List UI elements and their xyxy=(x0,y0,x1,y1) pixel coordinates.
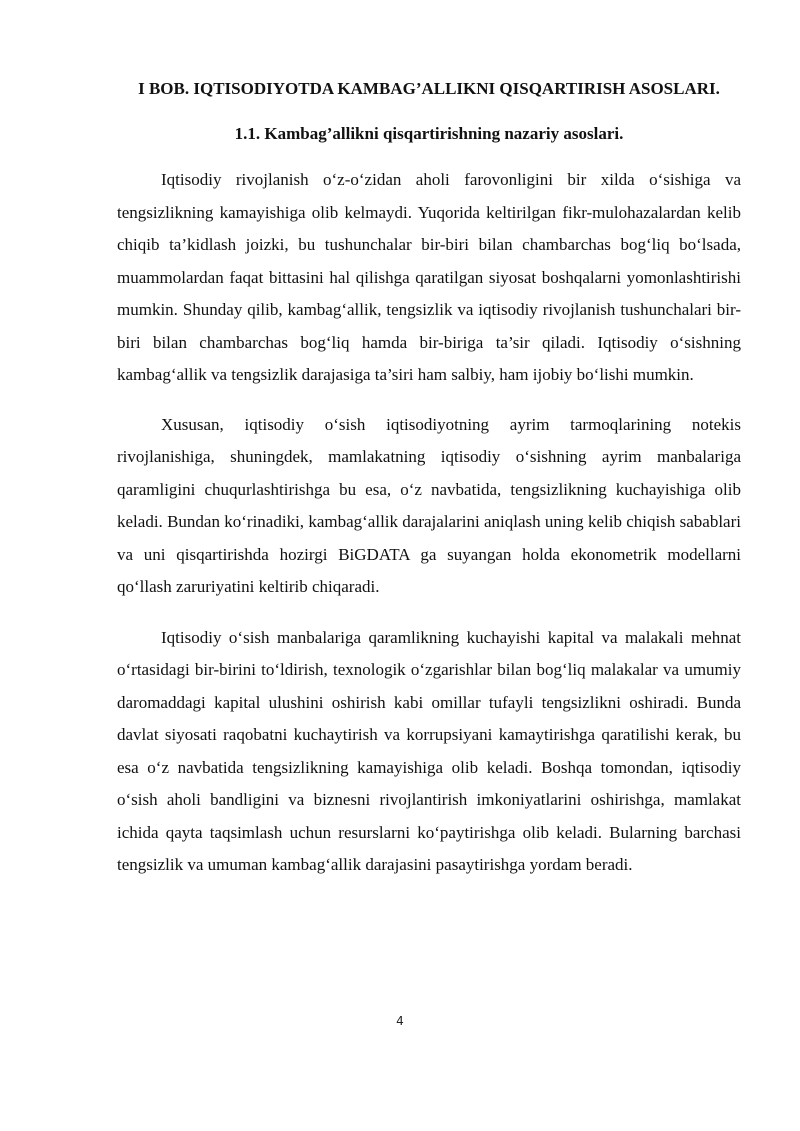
paragraph-2: Xususan, iqtisodiy o‘sish iqtisodiyotning ayrim tarmoqlarining notekis rivojlanishiga, shuningdek, mamlakatning iqtisodiy o‘sishning ayrim manbalariga qaramligini chuqurlashtirishga bu esa, o‘z navbatida, tengsizlikning kuchayishiga olib keladi. Bundan ko‘rinadiki, kambag‘allik darajalarini aniqlash uning kelib chiqish sabablari va uni qisqartirishda hozirgi BiGDATA ga suyangan holda ekonometrik modellarni qo‘llash zaruriyatini keltirib chiqaradi. xyxy=(117,414,741,596)
paragraph-3: Iqtisodiy o‘sish manbalariga qaramlikning kuchayishi kapital va malakali mehnat o‘rtasidagi bir-birini to‘ldirish, texnologik o‘zgarishlar bilan bog‘liq malakalar va umumiy daromaddagi kapital ulushini oshirish kabi omillar tufayli tengsizlikni oshiradi. Bunda davlat siyosati raqobatni kuchaytirish va korrupsiyani kamaytirishga qaratilishi kerak, bu esa o‘z navbatida tengsizlikning kamayishiga olib keladi. Boshqa tomondan, iqtisodiy o‘sish aholi bandligini va biznesni rivojlantirish imkoniyatlarini oshirishga, mamlakat ichida qayta taqsimlash uchun resurslarni ko‘paytirishga olib keladi. Bularning barchasi tengsizlik va umuman kambag‘allik darajasini pasaytirishga yordam beradi. xyxy=(117,627,741,874)
chapter-title: I BOB. IQTISODIYOTDA KAMBAG’ALLIKNI QISQARTIRISH ASOSLARI. xyxy=(138,79,720,98)
document-page xyxy=(117,0,741,882)
paragraph-1: Iqtisodiy rivojlanish o‘z-o‘zidan aholi farovonligini bir xilda o‘sishiga va tengsizlikning kamayishiga olib kelmaydi. Yuqorida keltirilgan fikr-mulohazalardan kelib chiqib ta’kidlash joizki, bu tushunchalar bir-biri bilan chambarchas bog‘liq bo‘lsada, muammolardan faqat bittasini hal qilishga qaratilgan siyosat boshqalarni yomonlashtirishi mumkin. Shunday qilib, kambag‘allik, tengsizlik va iqtisodiy rivojlanish tushunchalari bir-biri bilan chambarchas bog‘liq hamda bir-biriga ta’sir qiladi. Iqtisodiy o‘sishning kambag‘allik va tengsizlik darajasiga ta’siri ham salbiy, ham ijobiy bo‘lishi mumkin. xyxy=(117,170,741,384)
page-number: 4 xyxy=(396,1014,404,1028)
section-title: 1.1. Kambag’allikni qisqartirishning nazariy asoslari. xyxy=(234,124,624,143)
